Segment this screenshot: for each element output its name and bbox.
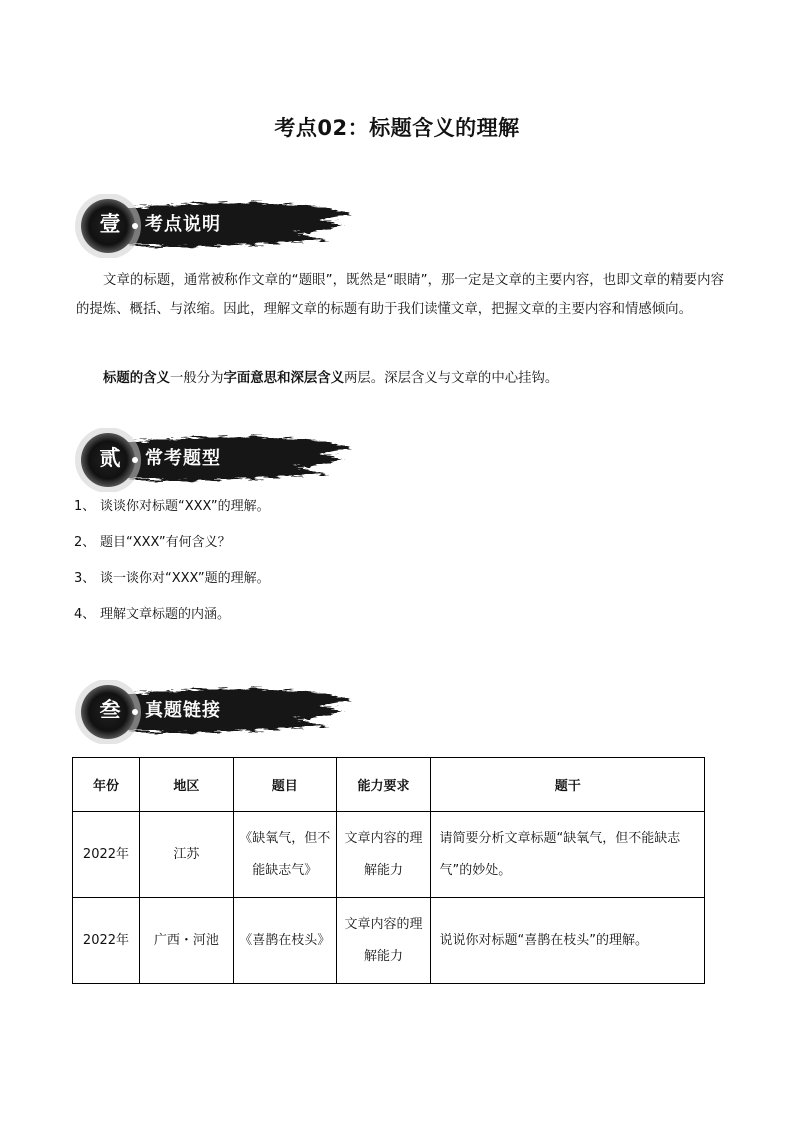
section-dot — [132, 223, 138, 229]
cell-ability: 文章内容的理解能力 — [336, 898, 431, 984]
cell-year: 2022年 — [73, 898, 140, 984]
section-number: 壹 — [99, 211, 121, 236]
cell-ability: 文章内容的理解能力 — [336, 812, 431, 898]
list-number: 2、 — [74, 535, 96, 550]
list-item — [74, 496, 714, 532]
section-header-2 — [66, 428, 356, 492]
header-stem: 题干 — [431, 758, 705, 812]
intro-paragraph-1: 文章的标题，通常被称作文章的“题眼”，既然是“眼睛”，那一定是文章的主要内容，也即文章的精要内容的提炼、概括、与浓缩。因此，理解文章的标题有助于我们读懂文章，把握文章的主要内容和情感倾向。 — [76, 273, 724, 317]
section-header-3 — [66, 680, 356, 744]
section-title: 常考题型 — [145, 448, 221, 469]
section-title: 真题链接 — [145, 700, 221, 721]
list-item — [74, 532, 714, 568]
bold-term: 标题的含义 — [103, 371, 170, 386]
list-text: 理解文章标题的内涵。 — [100, 607, 231, 622]
list-text: 谈一谈你对“XXX”题的理解。 — [100, 571, 270, 586]
table-row — [73, 898, 705, 984]
list-text: 题目“XXX”有何含义？ — [100, 535, 231, 550]
list-item — [74, 568, 714, 604]
header-topic: 题目 — [233, 758, 336, 812]
text: 一般分为 — [169, 371, 224, 386]
list-number: 3、 — [74, 571, 96, 586]
cell-stem: 请简要分析文章标题“缺氧气，但不能缺志气”的妙处。 — [431, 812, 705, 898]
section-header-1 — [66, 194, 356, 258]
section-dot — [132, 709, 138, 715]
section-number: 叁 — [99, 697, 121, 722]
section-number: 贰 — [99, 445, 121, 470]
header-region: 地区 — [139, 758, 233, 812]
question-type-list — [74, 496, 714, 640]
cell-topic: 《喜鹊在枝头》 — [233, 898, 336, 984]
bold-term: 字面意思和深层含义 — [223, 371, 345, 386]
page-title: 考点02：标题含义的理解 — [274, 116, 520, 140]
list-number: 1、 — [74, 499, 96, 514]
cell-region: 广西・河池 — [139, 898, 233, 984]
cell-region: 江苏 — [139, 812, 233, 898]
cell-year: 2022年 — [73, 812, 140, 898]
intro-paragraph-2 — [76, 364, 724, 393]
header-ability: 能力要求 — [336, 758, 431, 812]
list-text: 谈谈你对标题“XXX”的理解。 — [100, 499, 270, 514]
header-year: 年份 — [73, 758, 140, 812]
cell-topic: 《缺氧气，但不能缺志气》 — [233, 812, 336, 898]
list-item — [74, 604, 714, 640]
section-title: 考点说明 — [145, 214, 221, 235]
text: 两层。深层含义与文章的中心挂钩。 — [344, 371, 559, 386]
section-dot — [132, 457, 138, 463]
table-row — [73, 812, 705, 898]
cell-stem: 说说你对标题“喜鹊在枝头”的理解。 — [431, 898, 705, 984]
table-header-row — [73, 758, 705, 812]
list-number: 4、 — [74, 607, 96, 622]
exam-question-table — [72, 757, 705, 984]
